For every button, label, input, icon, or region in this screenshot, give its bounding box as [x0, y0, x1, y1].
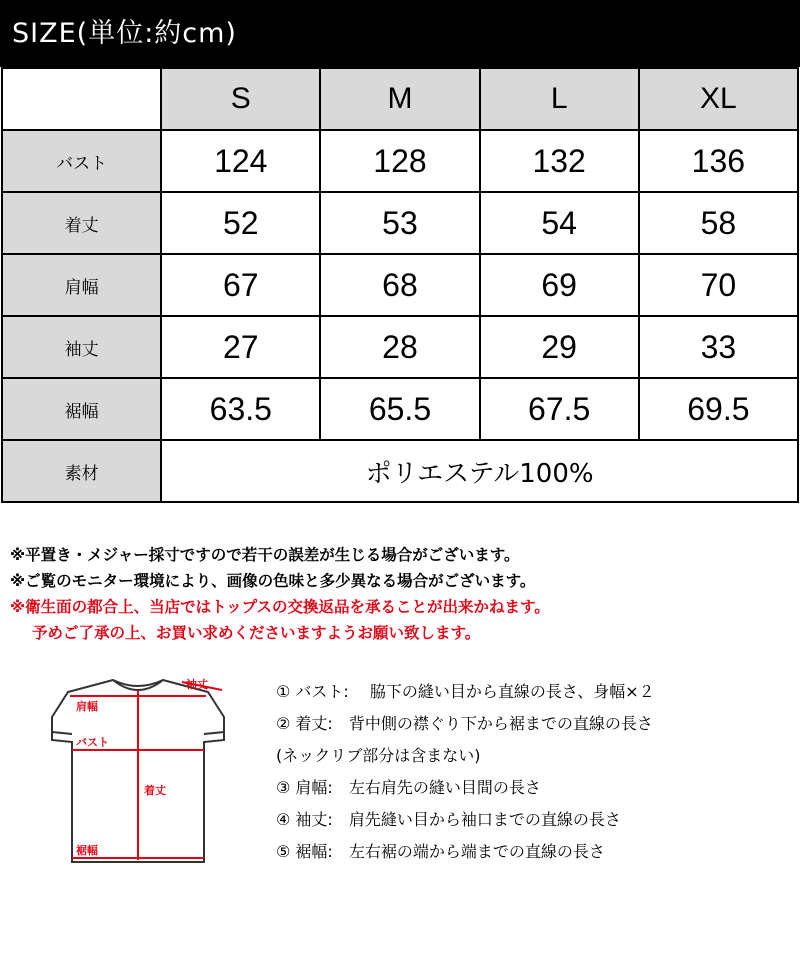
size-header-m: M [320, 68, 479, 130]
table-cell: 58 [639, 192, 798, 254]
note-line-warning: ※衛生面の都合上、当店ではトップスの交換返品を承ることが出来かねます。 [10, 598, 550, 616]
table-cell: 124 [161, 130, 320, 192]
table-corner [2, 68, 161, 130]
table-cell: 136 [639, 130, 798, 192]
legend-item: (ネックリブ部分は含まない) [276, 746, 481, 765]
legend-item: ④ 袖丈: 肩先縫い目から袖口までの直線の長さ [276, 810, 621, 829]
diagram-label-shoulder: 肩幅 [76, 700, 98, 713]
diagram-label-length: 着丈 [144, 784, 166, 797]
legend-item: ③ 肩幅: 左右肩先の縫い目間の長さ [276, 778, 541, 797]
table-cell: 132 [480, 130, 639, 192]
legend-item: ② 着丈: 背中側の襟ぐり下から裾までの直線の長さ [276, 714, 653, 733]
table-cell: 52 [161, 192, 320, 254]
table-cell: 69 [480, 254, 639, 316]
table-cell: 29 [480, 316, 639, 378]
note-line: ※平置き・メジャー採寸ですので若干の誤差が生じる場合がございます。 [10, 546, 520, 564]
size-header-xl: XL [639, 68, 798, 130]
table-cell: 69.5 [639, 378, 798, 440]
page-title: SIZE(単位:約cm) [0, 0, 800, 67]
measurement-legend [276, 676, 786, 868]
legend-item: ① バスト: 脇下の縫い目から直線の長さ、身幅×２ [276, 682, 655, 701]
tshirt-diagram [28, 662, 248, 872]
diagram-label-bust: バスト [76, 736, 109, 749]
notes [10, 542, 790, 646]
table-cell: 67.5 [480, 378, 639, 440]
table-row [2, 378, 798, 440]
table-row [2, 316, 798, 378]
table-row [2, 254, 798, 316]
diagram-label-hem: 裾幅 [76, 844, 98, 857]
table-cell: 65.5 [320, 378, 479, 440]
legend-item: ⑤ 裾幅: 左右裾の端から端までの直線の長さ [276, 842, 605, 861]
table-cell: 128 [320, 130, 479, 192]
table-cell: 54 [480, 192, 639, 254]
size-header-l: L [480, 68, 639, 130]
material-label: 素材 [2, 440, 161, 502]
diagram-label-sleeve: 袖丈 [186, 678, 208, 691]
row-label: 肩幅 [2, 254, 161, 316]
table-cell: 28 [320, 316, 479, 378]
table-cell: 68 [320, 254, 479, 316]
row-label: 着丈 [2, 192, 161, 254]
tshirt-outline-icon [28, 662, 248, 872]
material-row [2, 440, 798, 502]
table-row [2, 192, 798, 254]
table-cell: 67 [161, 254, 320, 316]
table-cell: 27 [161, 316, 320, 378]
row-label: 裾幅 [2, 378, 161, 440]
row-label: バスト [2, 130, 161, 192]
table-cell: 53 [320, 192, 479, 254]
note-line: ※ご覧のモニター環境により、画像の色味と多少異なる場合がございます。 [10, 572, 536, 590]
note-line-warning: 予めご了承の上、お買い求めくださいますようお願い致します。 [32, 624, 481, 642]
table-cell: 33 [639, 316, 798, 378]
row-label: 袖丈 [2, 316, 161, 378]
size-header-row [2, 68, 798, 130]
table-row [2, 130, 798, 192]
table-cell: 70 [639, 254, 798, 316]
size-table [1, 67, 799, 503]
material-value: ポリエステル100% [161, 440, 798, 502]
table-cell: 63.5 [161, 378, 320, 440]
size-header-s: S [161, 68, 320, 130]
